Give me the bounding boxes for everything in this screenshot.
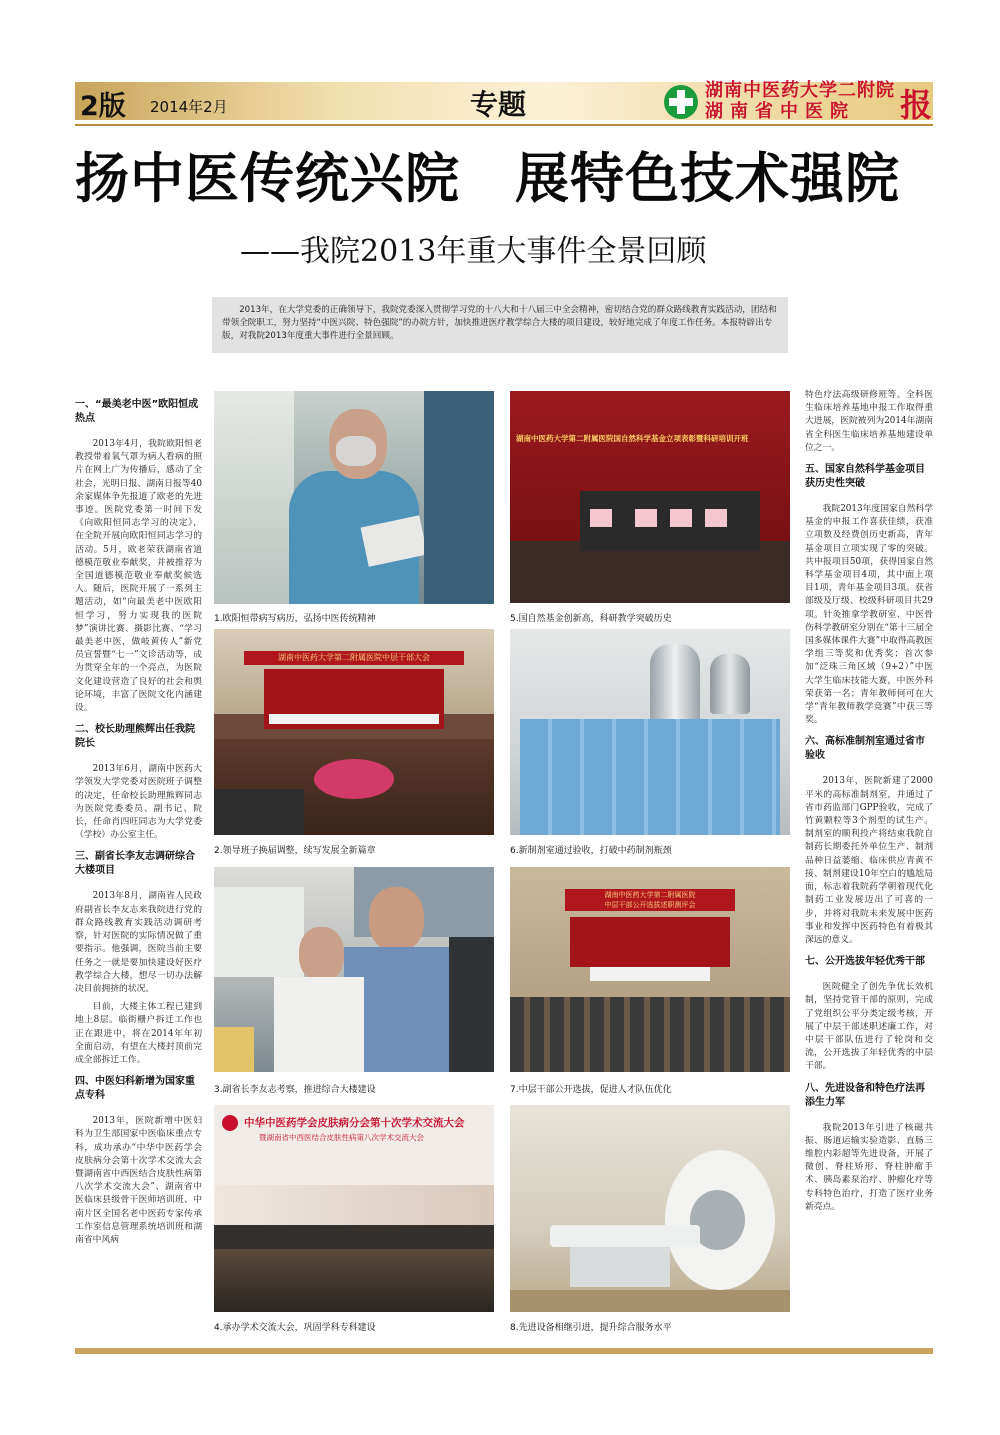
photo-2 (214, 629, 494, 835)
photo-1 (214, 391, 494, 604)
body-paragraph: 2013年，医院新建了2000平米的高标准制剂室，并通过了省市药监部门GPP验收，完成了竹黄颗粒等3个剂型的试生产。制剂室的顺利投产将结束我院自制药长期委托外单位生产、制剂品种日益萎缩、临床供应青黄不接、制剂建设10年空白的尴尬局面，标志着我院药学朝着现代化制药工业发展迈出了可喜的一步，并将对我院未来发展中医药事业和发挥中医药特色有着极其深远的意义。 (805, 776, 933, 945)
edition-number: 2版 (80, 91, 126, 122)
issue-date: 2014年2月 (150, 98, 228, 116)
main-headline: 扬中医传统兴院 展特色技术强院 (75, 147, 900, 210)
body-paragraph: 我院2013年引进了核磁共振、肠道运输实验造影、直肠三维腔内彩超等先进设备，开展了微创、脊柱矫形、脊柱肿瘤手术、胰岛素泵治疗、肿瘤化疗等专科特色治疗，打造了医疗业务新亮点。 (805, 1122, 933, 1212)
body-paragraph: 特色疗法高级研修班等。全科医生临床培养基地申报工作取得重大进展，医院被列为2014年湖南省全科医生临床培养基地建设单位之一。 (805, 390, 933, 453)
photo-5-banner: 湖南中医药大学第二附属医院国自然科学基金立项表彰暨科研培训开班 (516, 434, 749, 443)
photo-3-caption: 3.副省长李友志考察，推进综合大楼建设 (214, 1085, 376, 1095)
body-paragraph: 2013年6月，湖南中医药大学领发大学党委对医院班子调整的决定，任命校长助理熊辉同志为医院党委委员、副书记、院长，任命肖四旺同志为大学党委（学校）办公室主任。 (75, 764, 202, 841)
photo-2-banner: 湖南中医药大学第二附属医院中层干部大会 (278, 653, 430, 662)
section-heading: 一、“最美老中医”欧阳恒成热点 (75, 399, 199, 424)
right-column (805, 389, 933, 1219)
intro-box: 2013年，在大学党委的正确领导下，我院党委深入贯彻学习党的十八大和十八届三中全会精神，密切结合党的群众路线教育实践活动，团结和带领全院职工，努力坚持“中医兴院、特色强院”的办院方针，加快推进医疗教学综合大楼的项目建设，较好地完成了年度工作任务。本报特辟出专版，对我院2013年度重大事件进行全景回顾。 (212, 297, 788, 353)
section-heading: 三、副省长李友志调研综合大楼项目 (75, 851, 195, 877)
paper-name-line2: 湖南省中医院 (705, 101, 855, 122)
photo-5-caption: 5.国自然基金创新高，科研教学突破历史 (510, 614, 672, 624)
section-heading: 八、先进设备和特色疗法再添生力军 (805, 1082, 925, 1108)
paper-name (705, 80, 895, 122)
body-paragraph: 我院2013年度国家自然科学基金的申报工作喜获佳绩，获准立项数及经费创历史新高，青年基金项目立项实现了零的突破。共申报项目50项，获得国家自然科学基金项目4项，其中面上项目1项，青年基金项目3项。获省部级及厅级、校级科研项目共29项。针灸推拿学教研室、中医骨伤科学教研室分别在“第十三届全国多媒体课件大赛”中取得高教医学组三等奖和优秀奖；首次参加“泛珠三角区域（9+2）”中医大学生临床技能大赛，中医外科荣获第一名；青年教师何可在大学“青年教师教学竞赛”中获三等奖。 (805, 504, 933, 726)
photo-5 (510, 391, 790, 603)
photo-2-caption: 2.领导班子换届调整，续写发展全新篇章 (214, 846, 376, 856)
photo-6 (510, 629, 790, 835)
photo-4-banner: 中华中医药学会皮肤病分会第十次学术交流大会 (244, 1117, 465, 1129)
section-heading: 四、中医妇科新增为国家重点专科 (75, 1076, 195, 1102)
section-heading: 二、校长助理熊辉出任我院院长 (75, 724, 195, 750)
photo-4-caption: 4.承办学术交流大会，巩固学科专科建设 (214, 1323, 376, 1333)
photo-7-banner: 湖南中医药大学第二附属医院 (604, 891, 696, 899)
photo-7-banner-2: 中层干部公开选拔述职测评会 (604, 901, 696, 909)
photo-1-caption: 1.欧阳恒带病写病历，弘扬中医传统精神 (214, 614, 376, 624)
photo-8-caption: 8.先进设备相继引进，提升综合服务水平 (510, 1323, 672, 1333)
body-paragraph: 2013年，医院新增中医妇科为卫生部国家中医临床重点专科，成功承办“中华中医药学会皮肤病分会第十次学术交流大会暨湖南省中西医结合皮肤性病第八次学术交流大会”、湖南省中医临床县级骨干医师培训班、中南片区全国名老中医药专家传承工作室信息管理系统培训班和湖南省中风病 (75, 1116, 202, 1245)
body-paragraph: 2013年4月，我院欧阳恒老教授带着氧气罩为病人看病的照片在网上广为传播后，感动了全社会，光明日报、湖南日报等40余家媒体争先报道了欧老的先进事迹。医院党委第一时间下发《向欧阳恒同志学习的决定》，在全院开展向欧阳恒同志学习的活动。5月，欧老荣获湖南省道德模范敬业奉献奖，并被推荐为全国道德模范敬业奉献奖候选人。随后，医院开展了一系列主题活动，如“向最美老中医欧阳恒学习，努力实现我的医院梦”演讲比赛、摄影比赛、“学习最美老中医，做岐黄传人”新党员宣誓暨“七一”文诊活动等，成为贯穿全年的一个亮点，为医院文化建设营造了良好的社会和舆论环境，丰富了医院文化内涵建设。 (75, 439, 202, 714)
header-divider (75, 124, 933, 126)
section-heading: 七、公开选拔年轻优秀干部 (805, 956, 925, 968)
sub-headline: ——我院2013年重大事件全景回顾 (240, 234, 707, 269)
photo-7-caption: 7.中层干部公开选拔，促进人才队伍优化 (510, 1085, 672, 1095)
section-heading: 六、高标准制剂室通过省市验收 (805, 736, 925, 762)
photo-4-banner-2: 暨湖南省中西医结合皮肤性病第八次学术交流大会 (259, 1133, 424, 1142)
body-paragraph: 2013年8月，湖南省人民政府副省长李友志来我院进行党的群众路线教育实践活动调研考察，针对医院的实际情况做了重要指示。他强调，医院当前主要任务之一就是要加快建设好医疗教学综合大楼，想尽一切办法解决目前拥挤的状况。 (75, 891, 202, 994)
body-paragraph: 医院健全了创先争优长效机制，坚持党管干部的原则，完成了党组织公平分类定级考核，开展了中层干部述职述廉工作，对中层干部队伍进行了轮岗和交流，公开选拔了年轻优秀的中层干部。 (805, 982, 933, 1072)
photo-6-caption: 6.新制剂室通过验收，打破中药制剂瓶颈 (510, 846, 672, 856)
paper-suffix: 报 (900, 86, 933, 124)
left-column (75, 390, 202, 1252)
section-title: 专题 (470, 88, 527, 121)
footer-divider (75, 1348, 933, 1354)
hospital-cross-logo-icon (663, 84, 699, 120)
photo-8 (510, 1105, 790, 1312)
body-paragraph: 目前，大楼主体工程已建到地上8层。临街栅户拆迁工作也正在跟进中，将在2014年年初全面启动，有望在大楼封顶前完成全部拆迁工作。 (75, 1002, 202, 1065)
paper-name-line1: 湖南中医药大学二附院 (705, 80, 895, 101)
photo-4 (214, 1105, 494, 1312)
section-heading: 五、国家自然科学基金项目获历史性突破 (805, 464, 925, 490)
photo-7 (510, 867, 790, 1072)
photo-3 (214, 867, 494, 1072)
